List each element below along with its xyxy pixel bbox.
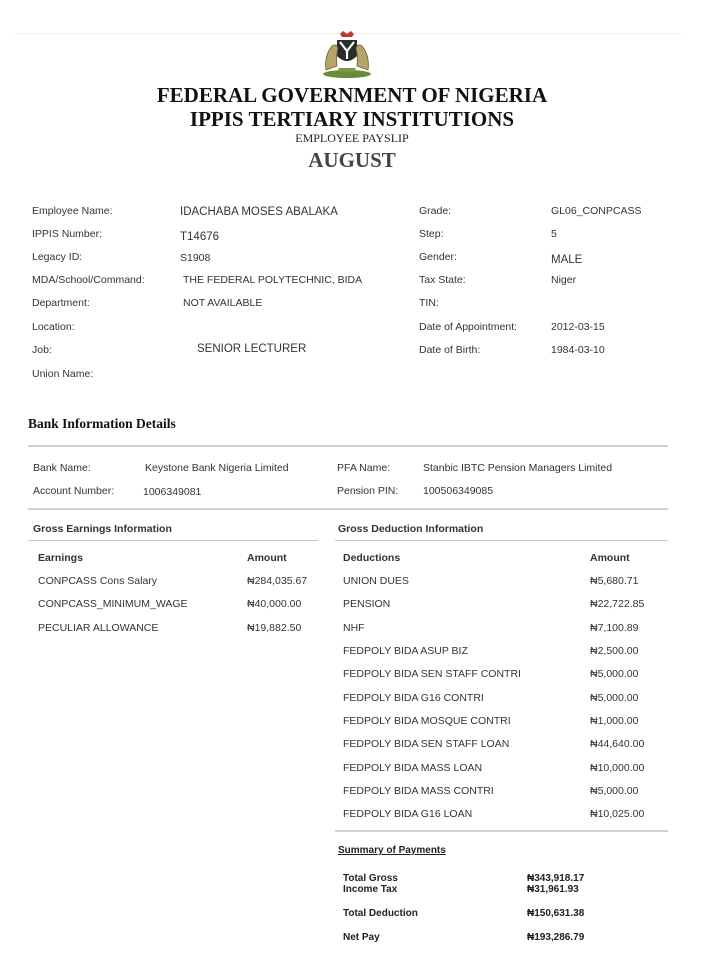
table-row-deduction-name: FEDPOLY BIDA MOSQUE CONTRI: [343, 715, 511, 727]
value-legacy-id: S1908: [180, 252, 211, 264]
table-row-earning-name: CONPCASS Cons Salary: [38, 575, 158, 587]
table-row-deduction-name: FEDPOLY BIDA MASS CONTRI: [343, 785, 494, 797]
table-row-deduction-name: UNION DUES: [343, 575, 409, 587]
table-row-deduction-name: FEDPOLY BIDA G16 CONTRI: [343, 692, 484, 704]
label-total-gross: Total Gross: [343, 873, 398, 884]
value-tax-state: Niger: [551, 274, 577, 286]
table-row-deduction-amount: ₦10,025.00: [590, 808, 645, 820]
label-total-deduction: Total Deduction: [343, 908, 418, 919]
earnings-title-divider: [28, 540, 318, 541]
title-institutions: IPPIS TERTIARY INSTITUTIONS: [189, 107, 515, 131]
table-row-deduction-amount: ₦5,000.00: [590, 785, 639, 797]
bank-top-divider: [28, 445, 668, 447]
label-employee-name: Employee Name:: [32, 205, 113, 217]
value-date-of-birth: 1984-03-10: [551, 344, 605, 356]
earnings-col-amount: Amount: [247, 552, 287, 564]
table-row-deduction-amount: ₦10,000.00: [590, 762, 645, 774]
value-department: NOT AVAILABLE: [183, 297, 263, 309]
label-date-of-appointment: Date of Appointment:: [419, 321, 518, 333]
label-department: Department:: [32, 297, 90, 309]
label-tin: TIN:: [419, 297, 439, 309]
label-grade: Grade:: [419, 205, 452, 217]
title-payslip: EMPLOYEE PAYSLIP: [295, 131, 409, 145]
table-row-earning-amount: ₦19,882.50: [247, 622, 302, 634]
title-government: FEDERAL GOVERNMENT OF NIGERIA: [156, 83, 548, 107]
label-step: Step:: [419, 228, 444, 240]
table-row-deduction-name: FEDPOLY BIDA ASUP BIZ: [343, 645, 468, 657]
table-row-deduction-amount: ₦7,100.89: [590, 622, 639, 634]
value-job: SENIOR LECTURER: [197, 343, 307, 355]
table-row-deduction-amount: ₦5,000.00: [590, 692, 639, 704]
table-row-earning-amount: ₦284,035.67: [247, 575, 308, 587]
table-row-deduction-name: FEDPOLY BIDA G16 LOAN: [343, 808, 473, 820]
deductions-bottom-divider: [335, 830, 668, 832]
label-job: Job:: [32, 344, 52, 356]
earnings-section-title: Gross Earnings Information: [33, 523, 172, 535]
value-mda: THE FEDERAL POLYTECHNIC, BIDA: [183, 274, 363, 286]
value-pension-pin: 100506349085: [423, 485, 494, 497]
value-income-tax: ₦31,961.93: [527, 884, 579, 895]
label-location: Location:: [32, 321, 75, 333]
label-bank-name: Bank Name:: [33, 462, 91, 474]
deductions-section-title: Gross Deduction Information: [338, 523, 484, 535]
value-employee-name: IDACHABA MOSES ABALAKA: [180, 206, 338, 218]
earnings-col-name: Earnings: [38, 552, 83, 564]
table-row-deduction-name: NHF: [343, 622, 365, 634]
label-mda: MDA/School/Command:: [32, 274, 145, 286]
label-account-number: Account Number:: [33, 485, 115, 497]
value-bank-name: Keystone Bank Nigeria Limited: [145, 462, 289, 474]
table-row-earning-name: PECULIAR ALLOWANCE: [38, 622, 159, 634]
table-row-deduction-name: FEDPOLY BIDA MASS LOAN: [343, 762, 483, 774]
label-gender: Gender:: [419, 251, 457, 263]
label-ippis-number: IPPIS Number:: [32, 228, 103, 240]
label-union-name: Union Name:: [32, 368, 94, 380]
label-pension-pin: Pension PIN:: [337, 485, 399, 497]
table-row-deduction-name: FEDPOLY BIDA SEN STAFF CONTRI: [343, 668, 521, 680]
bank-section-title: Bank Information Details: [28, 416, 176, 431]
table-row-deduction-amount: ₦2,500.00: [590, 645, 639, 657]
value-total-deduction: ₦150,631.38: [527, 908, 585, 919]
label-net-pay: Net Pay: [343, 932, 380, 943]
value-date-of-appointment: 2012-03-15: [551, 321, 605, 333]
deductions-title-divider: [335, 540, 668, 541]
table-row-earning-name: CONPCASS_MINIMUM_WAGE: [38, 598, 188, 610]
value-pfa-name: Stanbic IBTC Pension Managers Limited: [423, 462, 613, 474]
value-account-number: 1006349081: [143, 486, 202, 498]
value-net-pay: ₦193,286.79: [527, 932, 585, 943]
label-date-of-birth: Date of Birth:: [419, 344, 481, 356]
payslip-month: AUGUST: [308, 148, 396, 172]
table-row-deduction-amount: ₦1,000.00: [590, 715, 639, 727]
summary-section-title: Summary of Payments: [338, 845, 446, 856]
table-row-deduction-amount: ₦5,680.71: [590, 575, 639, 587]
value-step: 5: [551, 228, 557, 240]
value-total-gross: ₦343,918.17: [527, 873, 585, 884]
value-grade: GL06_CONPCASS: [551, 205, 642, 217]
label-income-tax: Income Tax: [343, 884, 398, 895]
label-pfa-name: PFA Name:: [337, 462, 391, 474]
coat-of-arms-icon: [318, 30, 376, 80]
value-ippis-number: T14676: [180, 231, 220, 243]
label-legacy-id: Legacy ID:: [32, 251, 83, 263]
table-row-earning-amount: ₦40,000.00: [247, 598, 302, 610]
bank-bottom-divider: [28, 508, 668, 510]
table-row-deduction-name: PENSION: [343, 598, 391, 610]
table-row-deduction-amount: ₦22,722.85: [590, 598, 645, 610]
deductions-col-name: Deductions: [343, 552, 401, 564]
table-row-deduction-amount: ₦44,640.00: [590, 738, 645, 750]
label-tax-state: Tax State:: [419, 274, 466, 286]
table-row-deduction-amount: ₦5,000.00: [590, 668, 639, 680]
value-gender: MALE: [551, 254, 583, 266]
table-row-deduction-name: FEDPOLY BIDA SEN STAFF LOAN: [343, 738, 510, 750]
deductions-col-amount: Amount: [590, 552, 630, 564]
